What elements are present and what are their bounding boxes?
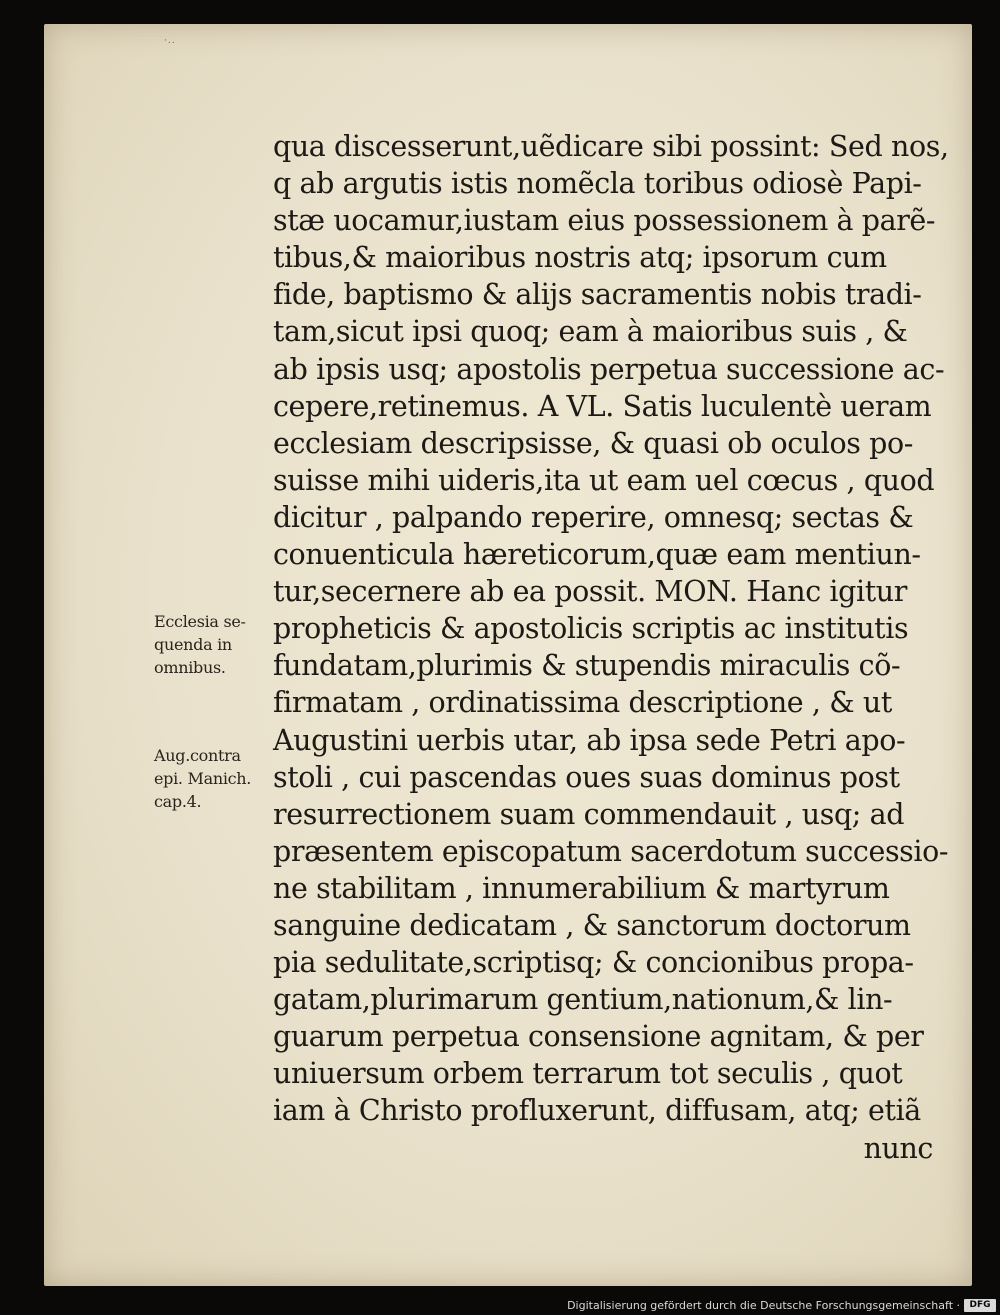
text-line: suisse mihi uideris,ita ut eam uel cœcus , quod [273,463,935,497]
funding-credit: Digitalisierung gefördert durch die Deutsche Forschungsgemeinschaft · [567,1299,960,1312]
text-line: propheticis & apostolicis scriptis ac institutis [273,612,909,646]
margin-note-line: Ecclesia se- [154,612,246,631]
book-page [44,24,972,1286]
text-line: tur,secernere ab ea possit. MON. Hanc igitur [273,575,907,609]
text-line: conuenticula hæreticorum,quæ eam mentiun- [273,538,921,572]
text-line: ab ipsis usq; apostolis perpetua successione ac- [273,352,945,386]
text-line: tibus,& maioribus nostris atq; ipsorum cum [273,241,887,275]
margin-note-line: Aug.contra [154,746,241,765]
text-line: fide, baptismo & alijs sacramentis nobis tradi- [273,278,922,312]
text-line: guarum perpetua consensione agnitam, & per [273,1020,924,1054]
dfg-logo: DFG [964,1299,996,1312]
text-line: stæ uocamur,iustam eius possessionem à parẽ- [273,204,936,238]
margin-note-line: omnibus. [154,658,226,677]
text-line: fundatam,plurimis & stupendis miraculis cõ- [273,649,901,683]
text-line: cepere,retinemus. A VL. Satis luculentè ueram [273,389,932,423]
text-line: uniuersum orbem terrarum tot seculis , quot [273,1057,903,1091]
margin-note-ecclesia [154,610,284,679]
margin-note-line: cap.4. [154,792,202,811]
corner-mark: ·.. [164,36,176,46]
margin-note-augustine [154,744,284,813]
text-line: Augustini uerbis utar, ab ipsa sede Petri apo- [273,723,906,757]
text-line: dicitur , palpando reperire, omnesq; sectas & [273,500,914,534]
margin-note-line: quenda in [154,635,232,654]
text-line: firmatam , ordinatissima descriptione , & ut [273,686,892,720]
footer-bar [0,1298,1000,1315]
main-text-block [273,128,949,1167]
text-line: gatam,plurimarum gentium,nationum,& lin- [273,983,893,1017]
text-line: resurrectionem suam commendauit , usq; ad [273,797,905,831]
text-line: iam à Christo profluxerunt, diffusam, atq; etiã [273,1094,921,1128]
text-line: stoli , cui pascendas oues suas dominus post [273,760,900,794]
text-line: ecclesiam descripsisse, & quasi ob oculos po- [273,426,913,460]
text-line: tam,sicut ipsi quoq; eam à maioribus suis , & [273,315,908,349]
margin-note-line: epi. Manich. [154,769,252,788]
text-line: sanguine dedicatam , & sanctorum doctorum [273,908,911,942]
text-line: ne stabilitam , innumerabilium & martyrum [273,871,890,905]
text-line: qua discesserunt,uẽdicare sibi possint: Sed nos, [273,130,949,163]
text-line: præsentem episcopatum sacerdotum successio- [273,834,949,868]
text-line: pia sedulitate,scriptisq; & concionibus propa- [273,946,914,980]
text-line: q ab argutis istis nomẽcla toribus odiosè Papi- [273,167,922,201]
catchword: nunc [863,1131,933,1165]
